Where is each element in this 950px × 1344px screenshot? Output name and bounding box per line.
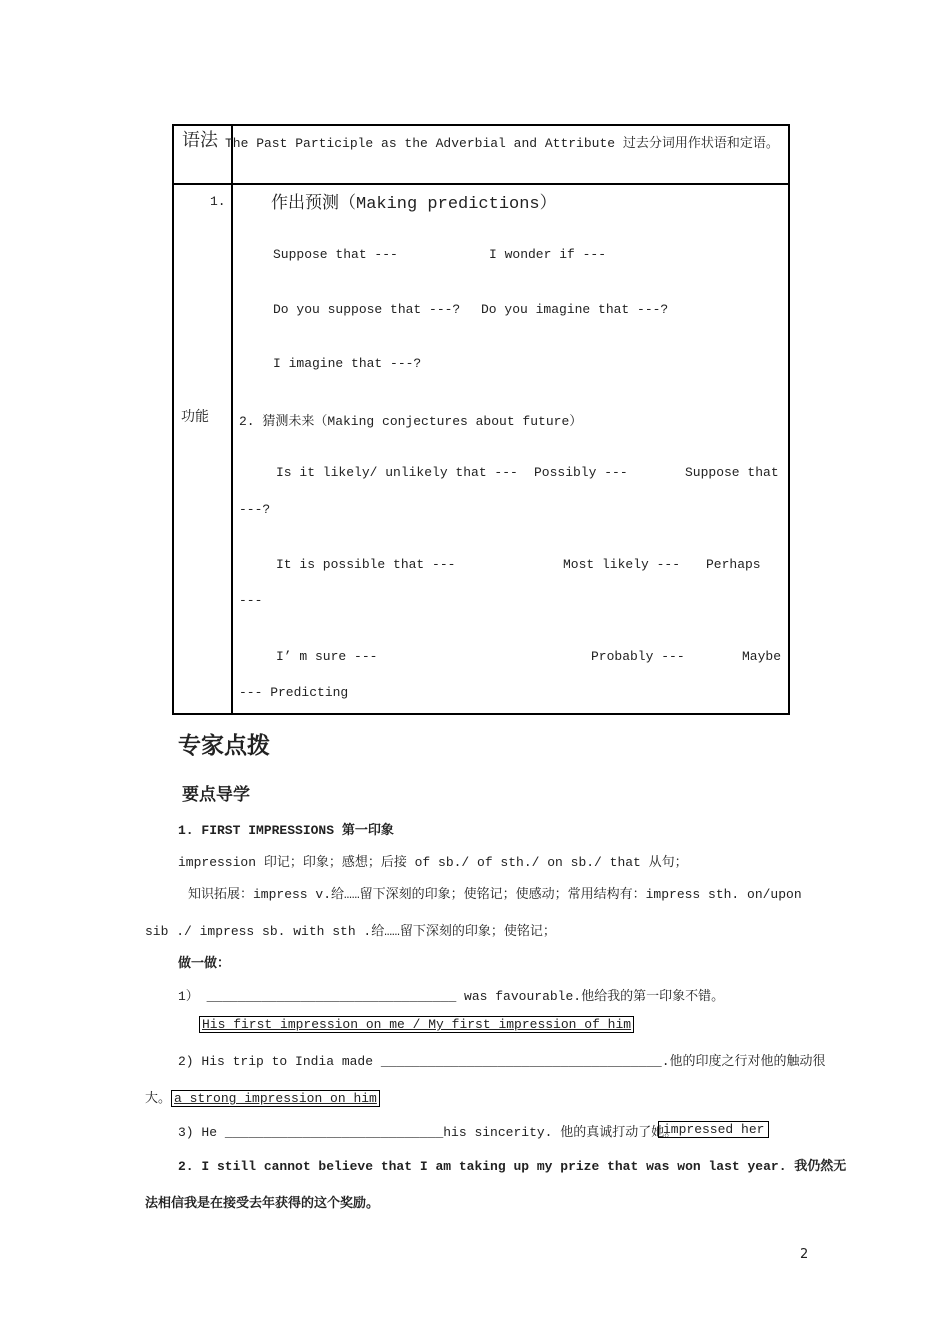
question-2-line2 — [145, 1087, 380, 1106]
point2-line1: 2. I still cannot believe that I am taking up my prize that was won last year. 我仍然无 — [178, 1159, 847, 1174]
point1-title: 1. FIRST IMPRESSIONS 第一印象 — [178, 823, 394, 838]
phrase-perhaps: Perhaps — [706, 557, 761, 572]
exercise-label: 做一做： — [178, 956, 231, 971]
table-column-divider — [231, 124, 233, 715]
point1-extension-line2: sib ./ impress sb. with sth .给……留下深刻的印象；使铭记； — [145, 924, 556, 939]
point2-line2: 法相信我是在接受去年获得的这个奖励。 — [145, 1196, 380, 1211]
phrase-i-wonder-if: I wonder if --- — [489, 247, 607, 262]
grammar-label: 语法 — [182, 130, 218, 151]
q3-suffix: his sincerity. 他的真诚打动了她。 — [443, 1125, 678, 1140]
q1-blank[interactable]: ________________________________ — [206, 989, 457, 1004]
question-3 — [178, 1121, 677, 1140]
phrase-probably: Probably --- — [591, 649, 685, 664]
section-heading: 专家点拨 — [178, 733, 270, 759]
phrase-i-imagine: I imagine that ---? — [273, 356, 422, 371]
q3-answer: impressed her — [658, 1121, 769, 1138]
q3-prefix: 3) He — [178, 1125, 225, 1140]
q2-prefix: 2) His trip to India made — [178, 1054, 381, 1069]
question-1 — [178, 985, 724, 1004]
phrase-predicting: --- Predicting — [239, 685, 349, 700]
phrase-continuation-2: --- — [239, 593, 263, 608]
phrase-it-is-possible: It is possible that --- — [276, 557, 456, 572]
q3-blank[interactable]: ____________________________ — [224, 1125, 444, 1140]
q1-answer: His first impression on me / My first impression of him — [199, 1016, 634, 1033]
phrase-possibly: Possibly --- — [534, 465, 628, 480]
phrase-suppose-that-2: Suppose that — [685, 465, 779, 480]
phrase-do-you-suppose: Do you suppose that ---? — [273, 302, 461, 317]
phrase-do-you-imagine: Do you imagine that ---? — [481, 302, 669, 317]
point1-extension-line1: 知识拓展：impress v.给……留下深刻的印象；使铭记；使感动；常用结构有：impress sth. on/upon — [188, 887, 802, 902]
function-label: 功能 — [181, 409, 209, 425]
table-row-divider — [172, 183, 790, 185]
q1-prefix: 1） — [178, 989, 207, 1004]
page-number: 2 — [800, 1247, 809, 1262]
grammar-text: The Past Participle as the Adverbial and Attribute 过去分词用作状语和定语。 — [225, 136, 779, 151]
phrase-suppose-that: Suppose that --- — [273, 247, 398, 262]
q1-suffix: was favourable.他给我的第一印象不错。 — [456, 989, 725, 1004]
phrase-im-sure: I’ m sure --- — [276, 649, 378, 664]
point1-definition: impression 印记；印象；感想；后接 of sb./ of sth./ on sb./ that 从句； — [178, 855, 688, 870]
q2-line2-prefix: 大。 — [145, 1091, 172, 1106]
item1-title: 作出预测（Making predictions） — [271, 195, 557, 214]
item1-number: 1. — [210, 194, 226, 209]
phrase-is-it-likely: Is it likely/ unlikely that --- — [276, 465, 518, 480]
item2-title: 2. 猜测未来（Making conjectures about future） — [239, 414, 583, 429]
section-subheading: 要点导学 — [182, 785, 250, 805]
q2-blank[interactable]: ____________________________________ — [380, 1054, 662, 1069]
question-2 — [178, 1050, 826, 1069]
phrase-most-likely: Most likely --- — [563, 557, 681, 572]
q2-suffix: .他的印度之行对他的触动很 — [661, 1054, 826, 1069]
phrase-continuation-1: ---? — [239, 502, 271, 517]
q2-answer: a strong impression on him — [171, 1090, 380, 1107]
phrase-maybe: Maybe — [742, 649, 782, 664]
